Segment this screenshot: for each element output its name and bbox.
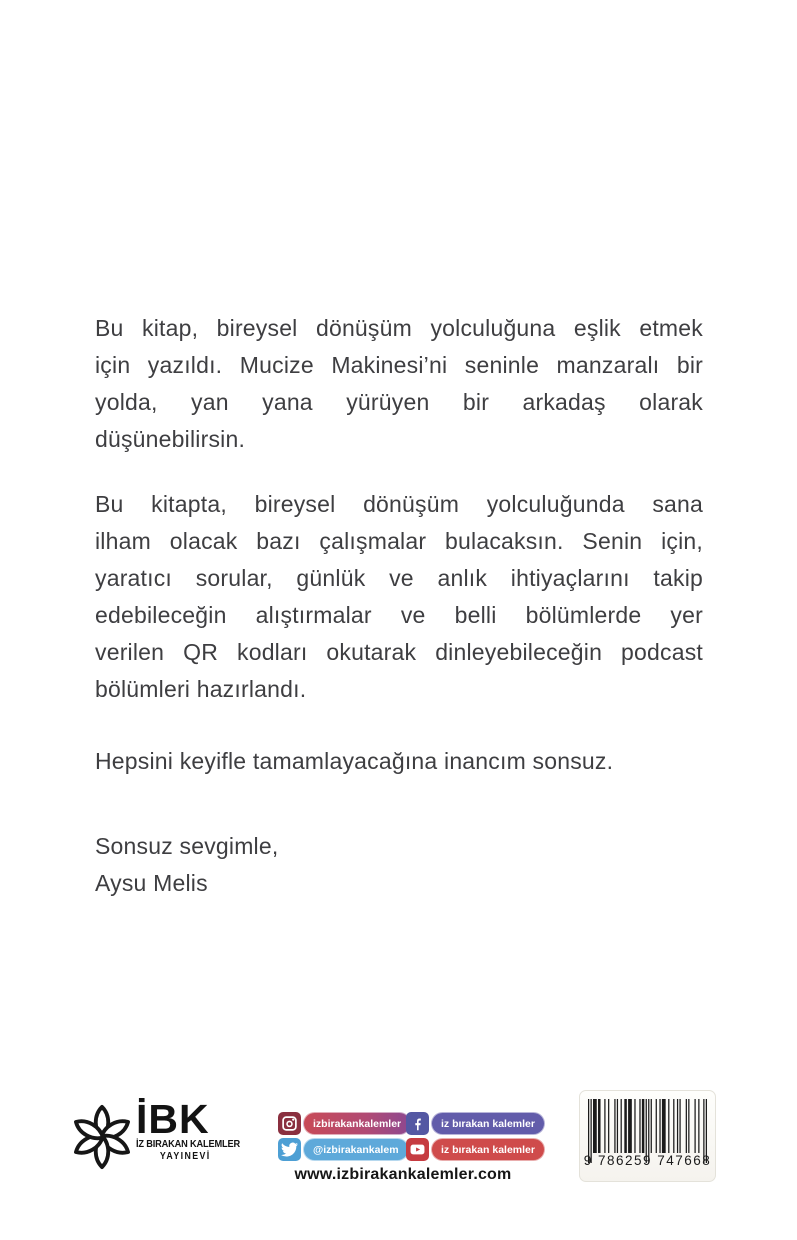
paragraph-3 (95, 743, 703, 780)
paragraph-1 (95, 310, 703, 458)
publisher-logo (70, 1096, 248, 1172)
text-line: ilham olacak bazı çalışmalar bulacaksın. Senin için, (95, 528, 703, 554)
barcode-number: 9 786259 747668 (583, 1153, 712, 1168)
website-url[interactable]: www.izbirakankalemler.com (294, 1166, 512, 1183)
text-line: Bu kitapta, bireysel dönüşüm yolculuğunda sana (95, 491, 703, 517)
barcode (579, 1090, 716, 1182)
twitter-badge[interactable] (278, 1138, 406, 1161)
text-line: Bu kitap, bireysel dönüşüm yolculuğuna eşlik etmek (95, 315, 703, 341)
publisher-abbr: İBK (136, 1096, 210, 1142)
instagram-badge[interactable] (278, 1112, 406, 1135)
instagram-icon (278, 1112, 301, 1135)
youtube-handle: iz bırakan kalemler (431, 1138, 545, 1161)
text-line: için yazıldı. Mucize Makinesi’ni seninle manzaralı bir (95, 352, 703, 378)
text-line: verilen QR kodları okutarak dinleyebileceğin podcast (95, 639, 703, 665)
six-petal-flower-icon (70, 1102, 134, 1172)
instagram-handle: izbirakankalemler (303, 1112, 411, 1135)
text-line: düşünebilirsin. (95, 426, 246, 452)
publisher-type: YAYINEVİ (159, 1151, 211, 1162)
text-line: yolda, yan yana yürüyen bir arkadaş olarak (95, 389, 703, 415)
facebook-icon (406, 1112, 429, 1135)
closing-line: Sonsuz sevgimle, (95, 833, 279, 859)
twitter-handle: @izbirakankalem (303, 1138, 409, 1161)
author-name: Aysu Melis (95, 870, 208, 896)
text-line: Hepsini keyifle tamamlayacağına inancım sonsuz. (95, 748, 614, 774)
publisher-name: İZ BIRAKAN KALEMLER (136, 1138, 240, 1150)
social-badge-grid (278, 1112, 535, 1161)
publisher-text (136, 1096, 248, 1162)
text-line: bölümleri hazırlandı. (95, 676, 307, 702)
paragraph-2 (95, 486, 703, 708)
text-line: yaratıcı sorular, günlük ve anlık ihtiyaçlarını takip (95, 565, 703, 591)
youtube-badge[interactable] (406, 1138, 545, 1161)
youtube-icon (406, 1138, 429, 1161)
text-line: edebileceğin alıştırmalar ve belli bölümlerde yer (95, 602, 703, 628)
twitter-icon (278, 1138, 301, 1161)
facebook-handle: iz bırakan kalemler (431, 1112, 545, 1135)
social-links-block (278, 1112, 535, 1184)
back-cover-body-text (95, 310, 703, 902)
signature-block (95, 828, 703, 902)
facebook-badge[interactable] (406, 1112, 545, 1135)
